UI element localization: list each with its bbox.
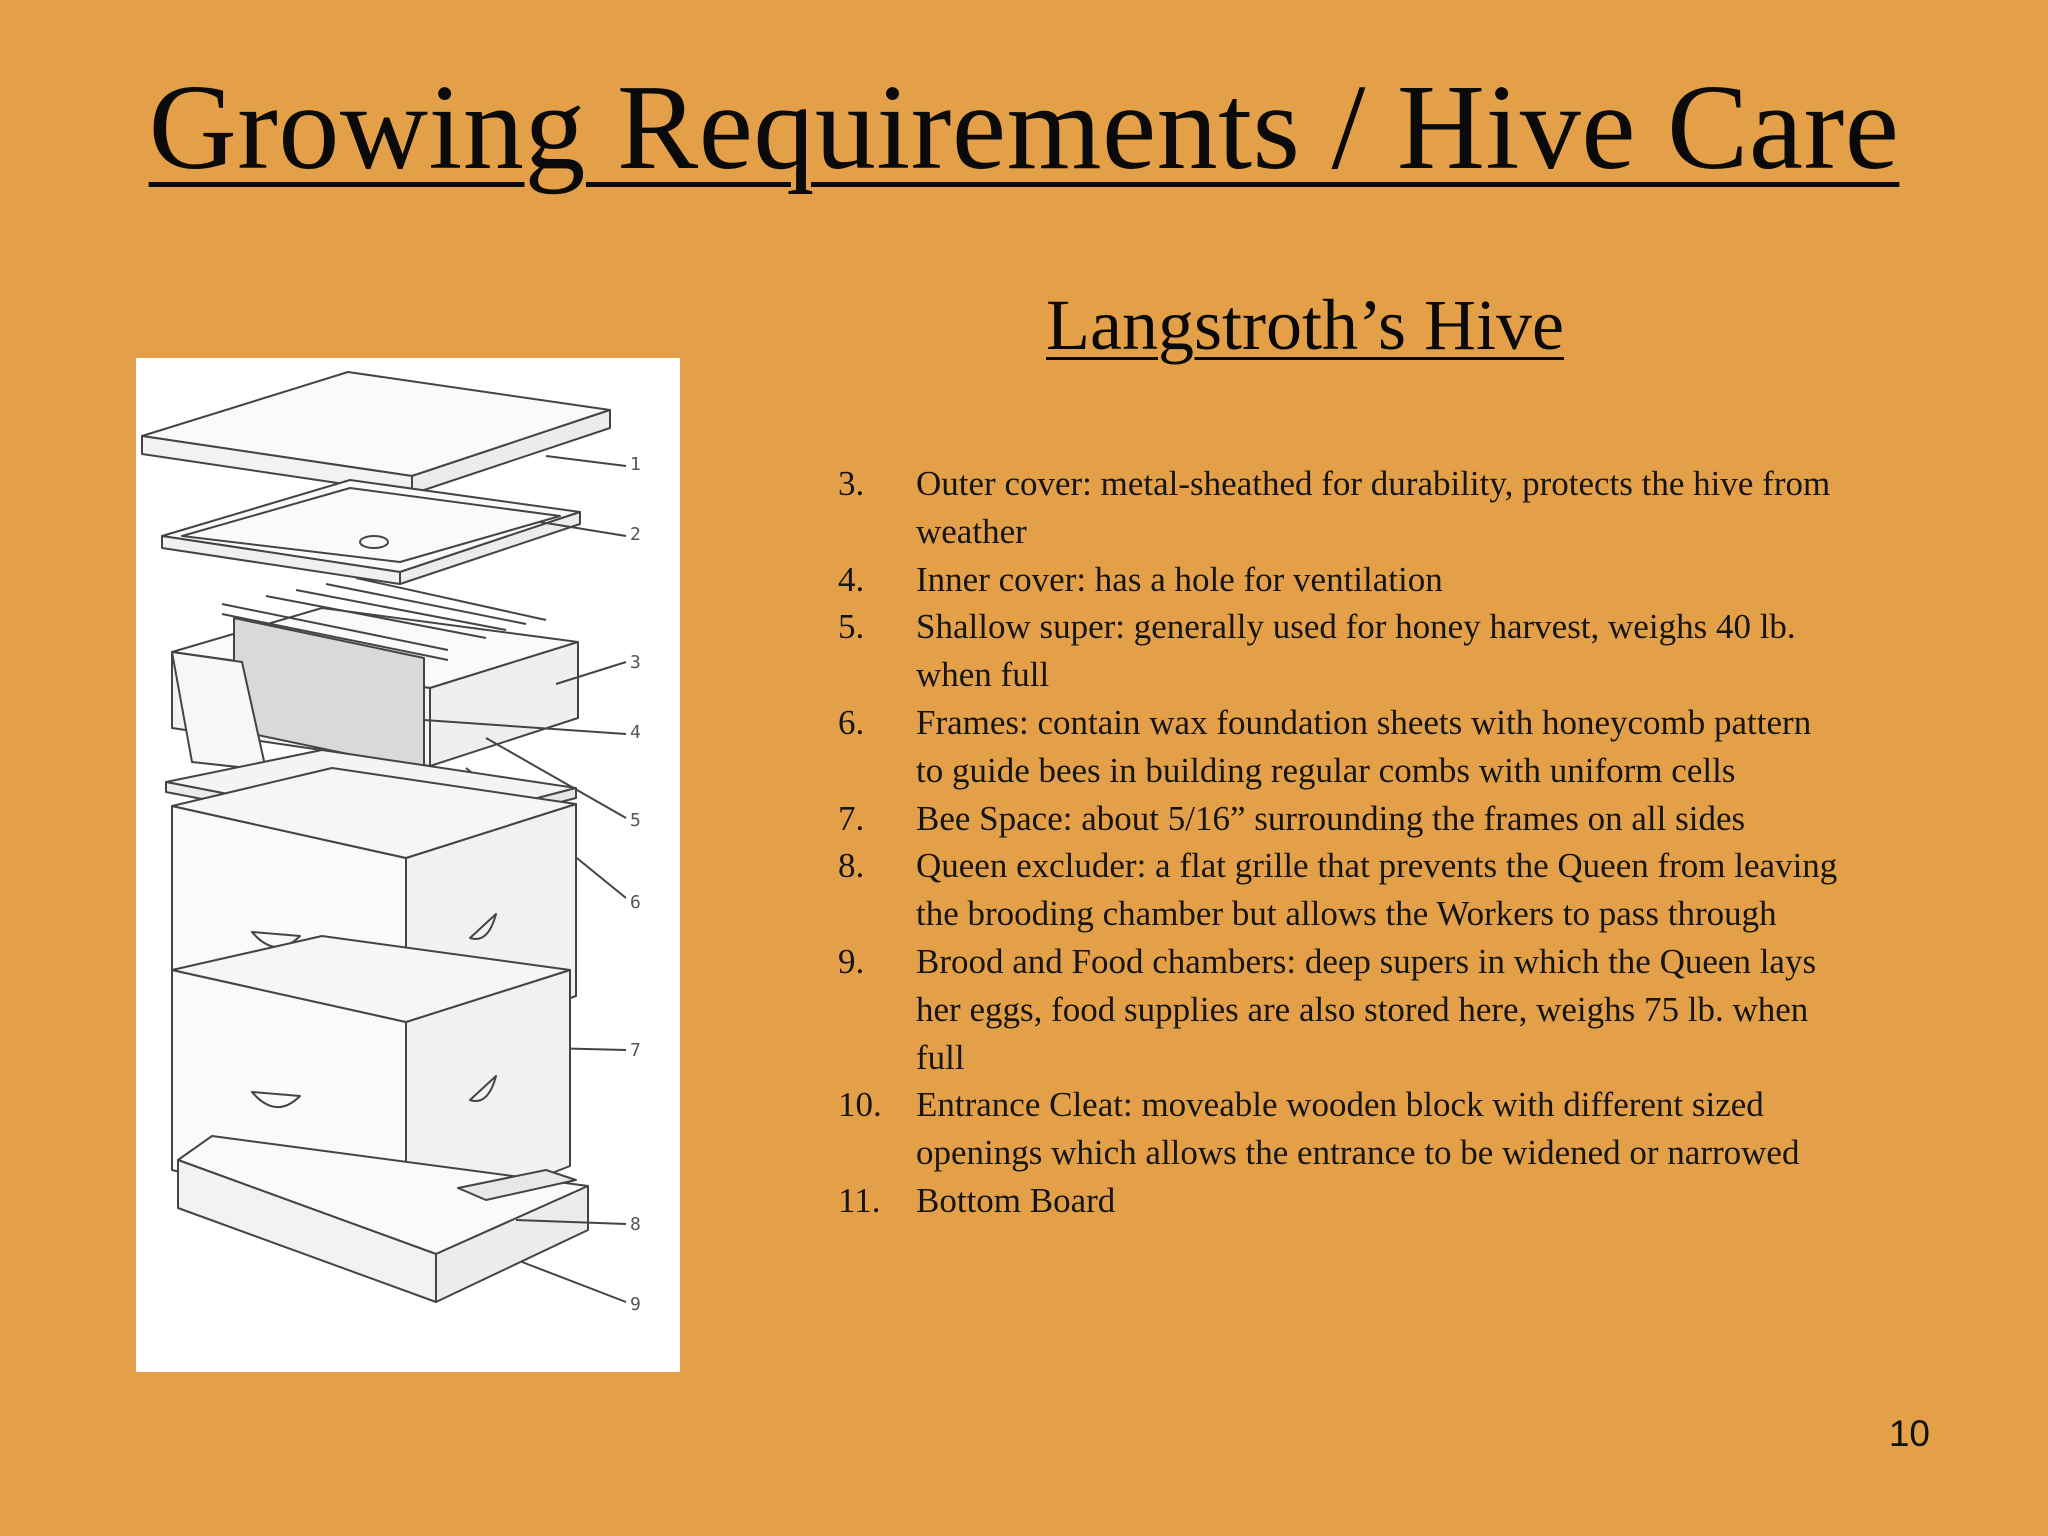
list-item-number: 9. <box>838 941 865 981</box>
slide-subtitle: Langstroth’s Hive <box>1046 285 1564 365</box>
list-item-number: 11. <box>838 1180 881 1220</box>
list-item-number: 4. <box>838 559 865 599</box>
hive-parts-list <box>838 460 1838 1225</box>
list-item-text: Bee Space: about 5/16” surrounding the frames on all sides <box>916 798 1746 838</box>
list-item-text: Inner cover: has a hole for ventilation <box>916 559 1443 599</box>
list-item-text: Shallow super: generally used for honey harvest, weighs 40 lb. when full <box>916 607 1796 695</box>
list-item <box>838 603 1838 699</box>
list-item <box>838 842 1838 938</box>
list-item-number: 3. <box>838 464 865 503</box>
list-item <box>838 556 1838 604</box>
list-item <box>838 460 1838 556</box>
list-item <box>838 938 1838 1081</box>
hive-diagram-figure <box>136 358 680 1372</box>
list-item-number: 6. <box>838 702 865 742</box>
callout-7: 7 <box>630 1040 641 1061</box>
callout-9: 9 <box>630 1294 641 1315</box>
list-item-number: 7. <box>838 798 865 838</box>
list-item <box>838 699 1838 795</box>
callout-3: 3 <box>630 652 641 673</box>
list-item-number: 8. <box>838 846 865 886</box>
list-item-text: Outer cover: metal-sheathed for durability, protects the hive from weather <box>916 464 1831 551</box>
callout-4: 4 <box>630 722 641 743</box>
list-item-text: Brood and Food chambers: deep supers in which the Queen lays her eggs, food supplies are also stored here, weighs 75 lb. when full <box>916 941 1817 1077</box>
callout-5: 5 <box>630 810 641 831</box>
list-item-number: 5. <box>838 607 865 647</box>
list-item-text: Bottom Board <box>916 1180 1116 1220</box>
list-item <box>838 1177 1838 1225</box>
list-item-number: 10. <box>838 1085 882 1125</box>
callout-6: 6 <box>630 892 641 913</box>
hive-diagram-icon <box>136 358 680 1372</box>
list-item-text: Queen excluder: a flat grille that prevents the Queen from leaving the brooding chamber but allows the Workers to pass through <box>916 846 1838 934</box>
page-number: 10 <box>1888 1413 1930 1454</box>
list-item <box>838 795 1838 843</box>
list-item-text: Entrance Cleat: moveable wooden block with different sized openings which allows the entrance to be widened or narrowed <box>916 1085 1800 1173</box>
slide-title: Growing Requirements / Hive Care <box>148 60 1900 195</box>
callout-1: 1 <box>630 454 641 475</box>
callout-8: 8 <box>630 1214 641 1235</box>
list-item <box>838 1081 1838 1177</box>
callout-2: 2 <box>630 524 641 545</box>
list-item-text: Frames: contain wax foundation sheets with honeycomb pattern to guide bees in building regular combs with uniform cells <box>916 702 1812 790</box>
